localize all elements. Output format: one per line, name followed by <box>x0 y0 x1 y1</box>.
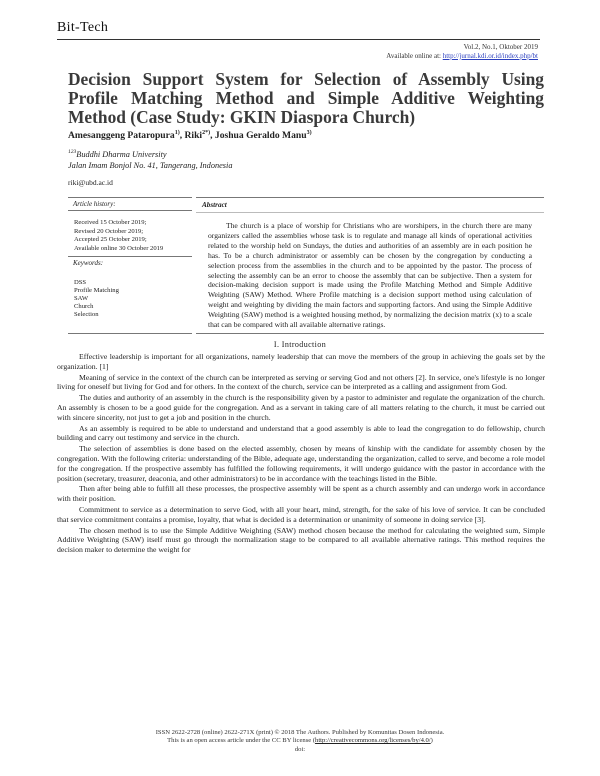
body-paragraph: Effective leadership is important for all organizations, namely leadership that can move the members of the group in achieving the goals set by the organization. [1] <box>57 352 545 371</box>
body-paragraph: As an assembly is required to be able to understand and understand that a good assembly is able to lead the congregation to do fellowship, church building and carry out testimony and service in the church. <box>57 423 545 443</box>
keyword-item: Selection <box>74 311 99 318</box>
availability-label: Available online at: <box>386 51 443 60</box>
keyword-item: Church <box>74 303 94 310</box>
history-accepted: Accepted 25 October 2019; <box>74 236 147 243</box>
paper-title: Decision Support System for Selection of Assembly Using Profile Matching Method and Simple Additive Weighting Method (Case Study: GKIN Diaspora Church) <box>68 69 544 128</box>
author-email: riki@ubd.ac.id <box>68 178 113 187</box>
affiliation-mark: 123 <box>68 149 77 155</box>
author-mark: 3) <box>306 130 312 136</box>
footer-issn: ISSN 2622-2728 (online) 2622-271X (print) © 2018 The Authors. Published by Komunitas Dosen Indonesia. <box>155 729 445 736</box>
footer-license <box>0 737 600 745</box>
history-revised: Revised 20 October 2019; <box>74 227 144 235</box>
affiliation-address: Jalan Imam Bonjol No. 41, Tangerang, Indonesia <box>68 160 233 170</box>
history-received: Received 15 October 2019; <box>74 219 147 226</box>
body-paragraph: The chosen method is to use the Simple Additive Weighting (SAW) method chosen because the method for calculating the weighted sum, Simple Additive Weighting (SAW) itself must go through the normalization stage to be compared to all available alternative ratings. This method requires the decision maker to determine the weight for <box>57 525 545 555</box>
article-history-list <box>68 211 192 257</box>
article-info-box <box>68 197 192 334</box>
body-paragraph: The selection of assemblies is done based on the elected assembly, chosen by means of kinship with the candidate for assembly chosen by the congregation. With the following criteria: understanding of the Bible, adequate age, understanding the organization, called to serve, and become a role model for the congregation. If the prospective assembly has fulfilled the following requirements, it will undergo guidance with the pastor in accordance with the position (secretary, treasurer, deaconia, and other administrators) to be in accordance with the teachings listed in the Bible. <box>57 444 545 483</box>
license-close: ) <box>430 737 433 745</box>
header-divider <box>57 39 540 40</box>
introduction-body <box>57 352 545 556</box>
journal-url-link[interactable]: http://jurnal.kdi.or.id/index.php/bt <box>442 51 538 60</box>
affiliation <box>68 147 232 171</box>
author-name: Amesanggeng Pataropura <box>68 130 175 142</box>
section-heading-introduction: I. Introduction <box>273 340 327 349</box>
abstract-heading: Abstract <box>196 198 544 213</box>
keyword-item: SAW <box>74 295 89 302</box>
keyword-item: Profile Matching <box>74 287 119 294</box>
body-paragraph: Then after being able to fulfill all these processes, the prospective assembly will be spent as a church assembly and can undergo work in accordance with their position. <box>57 484 545 504</box>
author-mark: 1) <box>174 130 180 136</box>
license-link[interactable]: http://creativecommons.org/licenses/by/4.0/ <box>315 737 431 745</box>
abstract-box <box>196 197 544 334</box>
keywords-heading: Keywords: <box>73 259 104 267</box>
footer-doi: doi: <box>294 745 306 753</box>
issue-volume: Vol.2, No.1, Oktober 2019 <box>463 43 538 51</box>
keywords-list <box>68 267 192 319</box>
license-label: This is an open access article under the CC BY license ( <box>167 737 316 745</box>
author-name: Riki <box>184 130 203 142</box>
body-paragraph: Meaning of service in the context of the church can be interpreted as serving or serving God and not others [2]. In service, one's lifestyle is no longer living for oneself but living for God and for others. In the context of the church, service can be interpreted as a calling and assignment from God. <box>57 372 545 392</box>
affiliation-university: Buddhi Dharma University <box>76 149 167 159</box>
author-list: Amesanggeng Pataropura$^{1)}$, Riki$^{2*)}$, Joshua Geraldo Manu$^{3)}$ <box>68 130 312 142</box>
history-available: Available online 30 October 2019 <box>74 244 164 252</box>
page-footer <box>0 729 600 754</box>
body-paragraph: The duties and authority of an assembly in the church is the responsibility given by a pastor to administer and regulate the organization of the church. An assembly is chosen to be a good guide for the congregation. And as a servant in taking care of all matters relating to the church, it must be carried out with sincere sincerity, not just to get a job and position in the church. <box>57 393 545 422</box>
body-paragraph: Commitment to service as a determination to serve God, with all your heart, mind, strength, for the sake of his love of service. It can be concluded that service commitment contains a promise, loyalty, that what is decided is a determination or unanimity of someone in doing service [3]. <box>57 505 545 524</box>
article-history-heading: Article history: <box>68 198 192 211</box>
author-mark: 2*) <box>202 130 211 136</box>
journal-name: Bit-Tech <box>57 20 109 35</box>
keyword-item: DSS <box>74 279 87 286</box>
author-name: Joshua Geraldo Manu <box>214 130 307 142</box>
abstract-text: The church is a place of worship for Christians who are worshipers, in the church there are many organizers called the assemblies whose task is to regulate and manage all kinds of operational activities related to the worship held on Sundays, the duties and authorities of an assembly are in each position he has. To be a church administrator or assembly can be chosen by the congregation by conducting a selection process from the assemblies in the church and to be appointed by the pastor. The process of selecting the assembly can be an error to choose the assembly that can be subjective. Then a system for decision-making decision support is made using the Profile Matching Method and Simple Additive Weighting (SAW) Method. Where Profile matching is a decision support method using calculation of weight and weighting by dividing the main factors and supporting factors. And using the Simple Additive Weighting (SAW) method is a weighted housing method, by normalizing the decision matrix (x) to a scale that can be compared with all available alternative ratings. <box>208 221 532 330</box>
availability-line <box>386 52 538 61</box>
issue-info <box>386 43 538 60</box>
